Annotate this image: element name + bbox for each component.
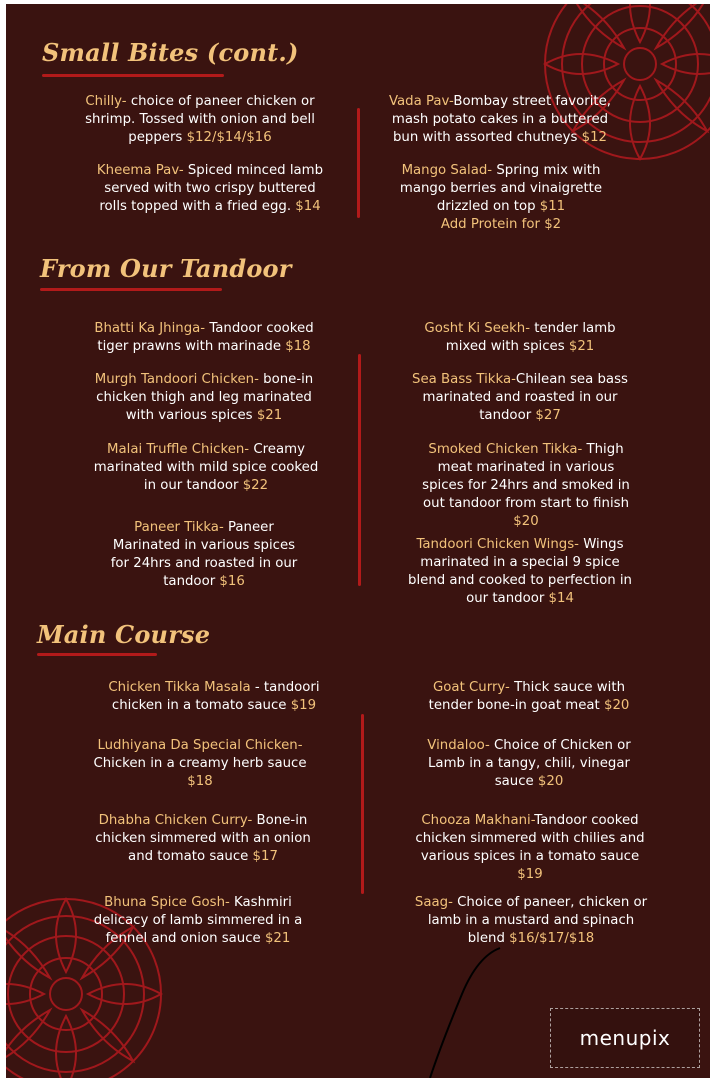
item-name: Murgh Tandoori Chicken-	[94, 372, 259, 387]
item-price: $20	[513, 514, 539, 529]
item-name: Sea Bass Tikka-	[412, 372, 516, 387]
item-price: $14	[295, 199, 321, 214]
item-price: $20	[537, 774, 564, 789]
item-name: Mango Salad-	[401, 163, 493, 178]
item-description: Choice of paneer, chicken or lamb in a mustard and spinach blend	[427, 895, 648, 946]
item-price: $18	[285, 339, 311, 354]
item-price: $21	[256, 408, 283, 423]
item-price: $16/$17/$18	[509, 931, 595, 946]
item-name: Saag-	[414, 895, 453, 910]
item-description: tender lamb mixed with spices	[445, 321, 616, 354]
item-price: $19	[290, 698, 317, 713]
item-description: Spring mix with mango berries and vinaigrette drizzled on top	[399, 163, 603, 214]
item-description: Chicken in a creamy herb sauce	[93, 756, 307, 771]
item-name: Ludhiyana Da Special Chicken-	[97, 738, 303, 753]
item-price: $18	[187, 774, 213, 789]
item-name: Chilly-	[85, 94, 127, 109]
item-description: Kashmiri delicacy of lamb simmered in a fennel and onion sauce	[93, 895, 303, 946]
item-price: $12/$14/$16	[186, 130, 272, 145]
item-price: $11	[539, 199, 566, 214]
pen-stroke	[6, 4, 710, 1078]
item-name: Bhuna Spice Gosh-	[104, 895, 230, 910]
section-title-tandoor: From Our Tandoor	[40, 254, 292, 283]
item-price: $16	[219, 574, 245, 589]
item-description: bone-in chicken thigh and leg marinated with various spices	[96, 372, 314, 423]
item-name: Vindaloo-	[427, 738, 490, 753]
item-addon: Add Protein for $2	[440, 217, 562, 232]
item-description: Bombay street favorite, mash potato cakes in a buttered bun with assorted chutneys	[391, 94, 612, 145]
item-name: Vada Pav-	[388, 94, 454, 109]
item-description: Thigh meat marinated in various spices for 24hrs and smoked in out tandoor from start to finish	[422, 442, 630, 511]
item-price: $27	[535, 408, 561, 423]
item-name: Goat Curry-	[432, 680, 510, 695]
item-price: $21	[264, 931, 291, 946]
item-name: Chicken Tikka Masala	[108, 680, 251, 695]
item-price: $12	[581, 130, 608, 145]
item-description: Choice of Chicken or Lamb in a tangy, chili, vinegar sauce	[428, 738, 631, 789]
item-price: $14	[548, 591, 574, 606]
item-name: Dhabha Chicken Curry-	[98, 813, 253, 828]
item-description: Tandoor cooked chicken simmered with chilies and various spices in a tomato sauce	[415, 813, 645, 864]
item-name: Paneer Tikka-	[134, 520, 224, 535]
watermark-text: menupix	[579, 1026, 671, 1050]
item-price: $21	[568, 339, 595, 354]
item-description: Paneer Marinated in various spices for 24hrs and roasted in our tandoor	[110, 520, 298, 589]
item-name: Gosht Ki Seekh-	[424, 321, 530, 336]
item-name: Malai Truffle Chicken-	[107, 442, 250, 457]
item-price: $19	[517, 867, 543, 882]
item-description: Chilean sea bass marinated and roasted in our tandoor	[422, 372, 628, 423]
item-description: Spiced minced lamb served with two crispy buttered rolls topped with a fried egg.	[99, 163, 324, 214]
item-name: Tandoori Chicken Wings-	[416, 537, 579, 552]
item-name: Kheema Pav-	[96, 163, 184, 178]
item-name: Chooza Makhani-	[421, 813, 535, 828]
section-title-small-bites: Small Bites (cont.)	[42, 38, 299, 67]
item-price: $17	[252, 849, 278, 864]
menu-page	[6, 4, 710, 1078]
item-description: Tandoor cooked tiger prawns with marinade	[97, 321, 314, 354]
item-description: - tandoori chicken in a tomato sauce	[111, 680, 320, 713]
item-description: Wings marinated in a special 9 spice blend and cooked to perfection in our tandoor	[408, 537, 632, 606]
item-price: $20	[603, 698, 630, 713]
watermark-logo	[550, 1008, 700, 1068]
item-description: choice of paneer chicken or shrimp. Tossed with onion and bell peppers	[85, 94, 315, 145]
item-description: Creamy marinated with mild spice cooked in our tandoor	[93, 442, 319, 493]
item-description: Bone-in chicken simmered with an onion and tomato sauce	[95, 813, 311, 864]
section-title-main-course: Main Course	[37, 620, 211, 649]
item-name: Bhatti Ka Jhinga-	[94, 321, 206, 336]
item-name: Smoked Chicken Tikka-	[428, 442, 583, 457]
item-price: $22	[242, 478, 269, 493]
item-description: Thick sauce with tender bone-in goat meat	[428, 680, 625, 713]
